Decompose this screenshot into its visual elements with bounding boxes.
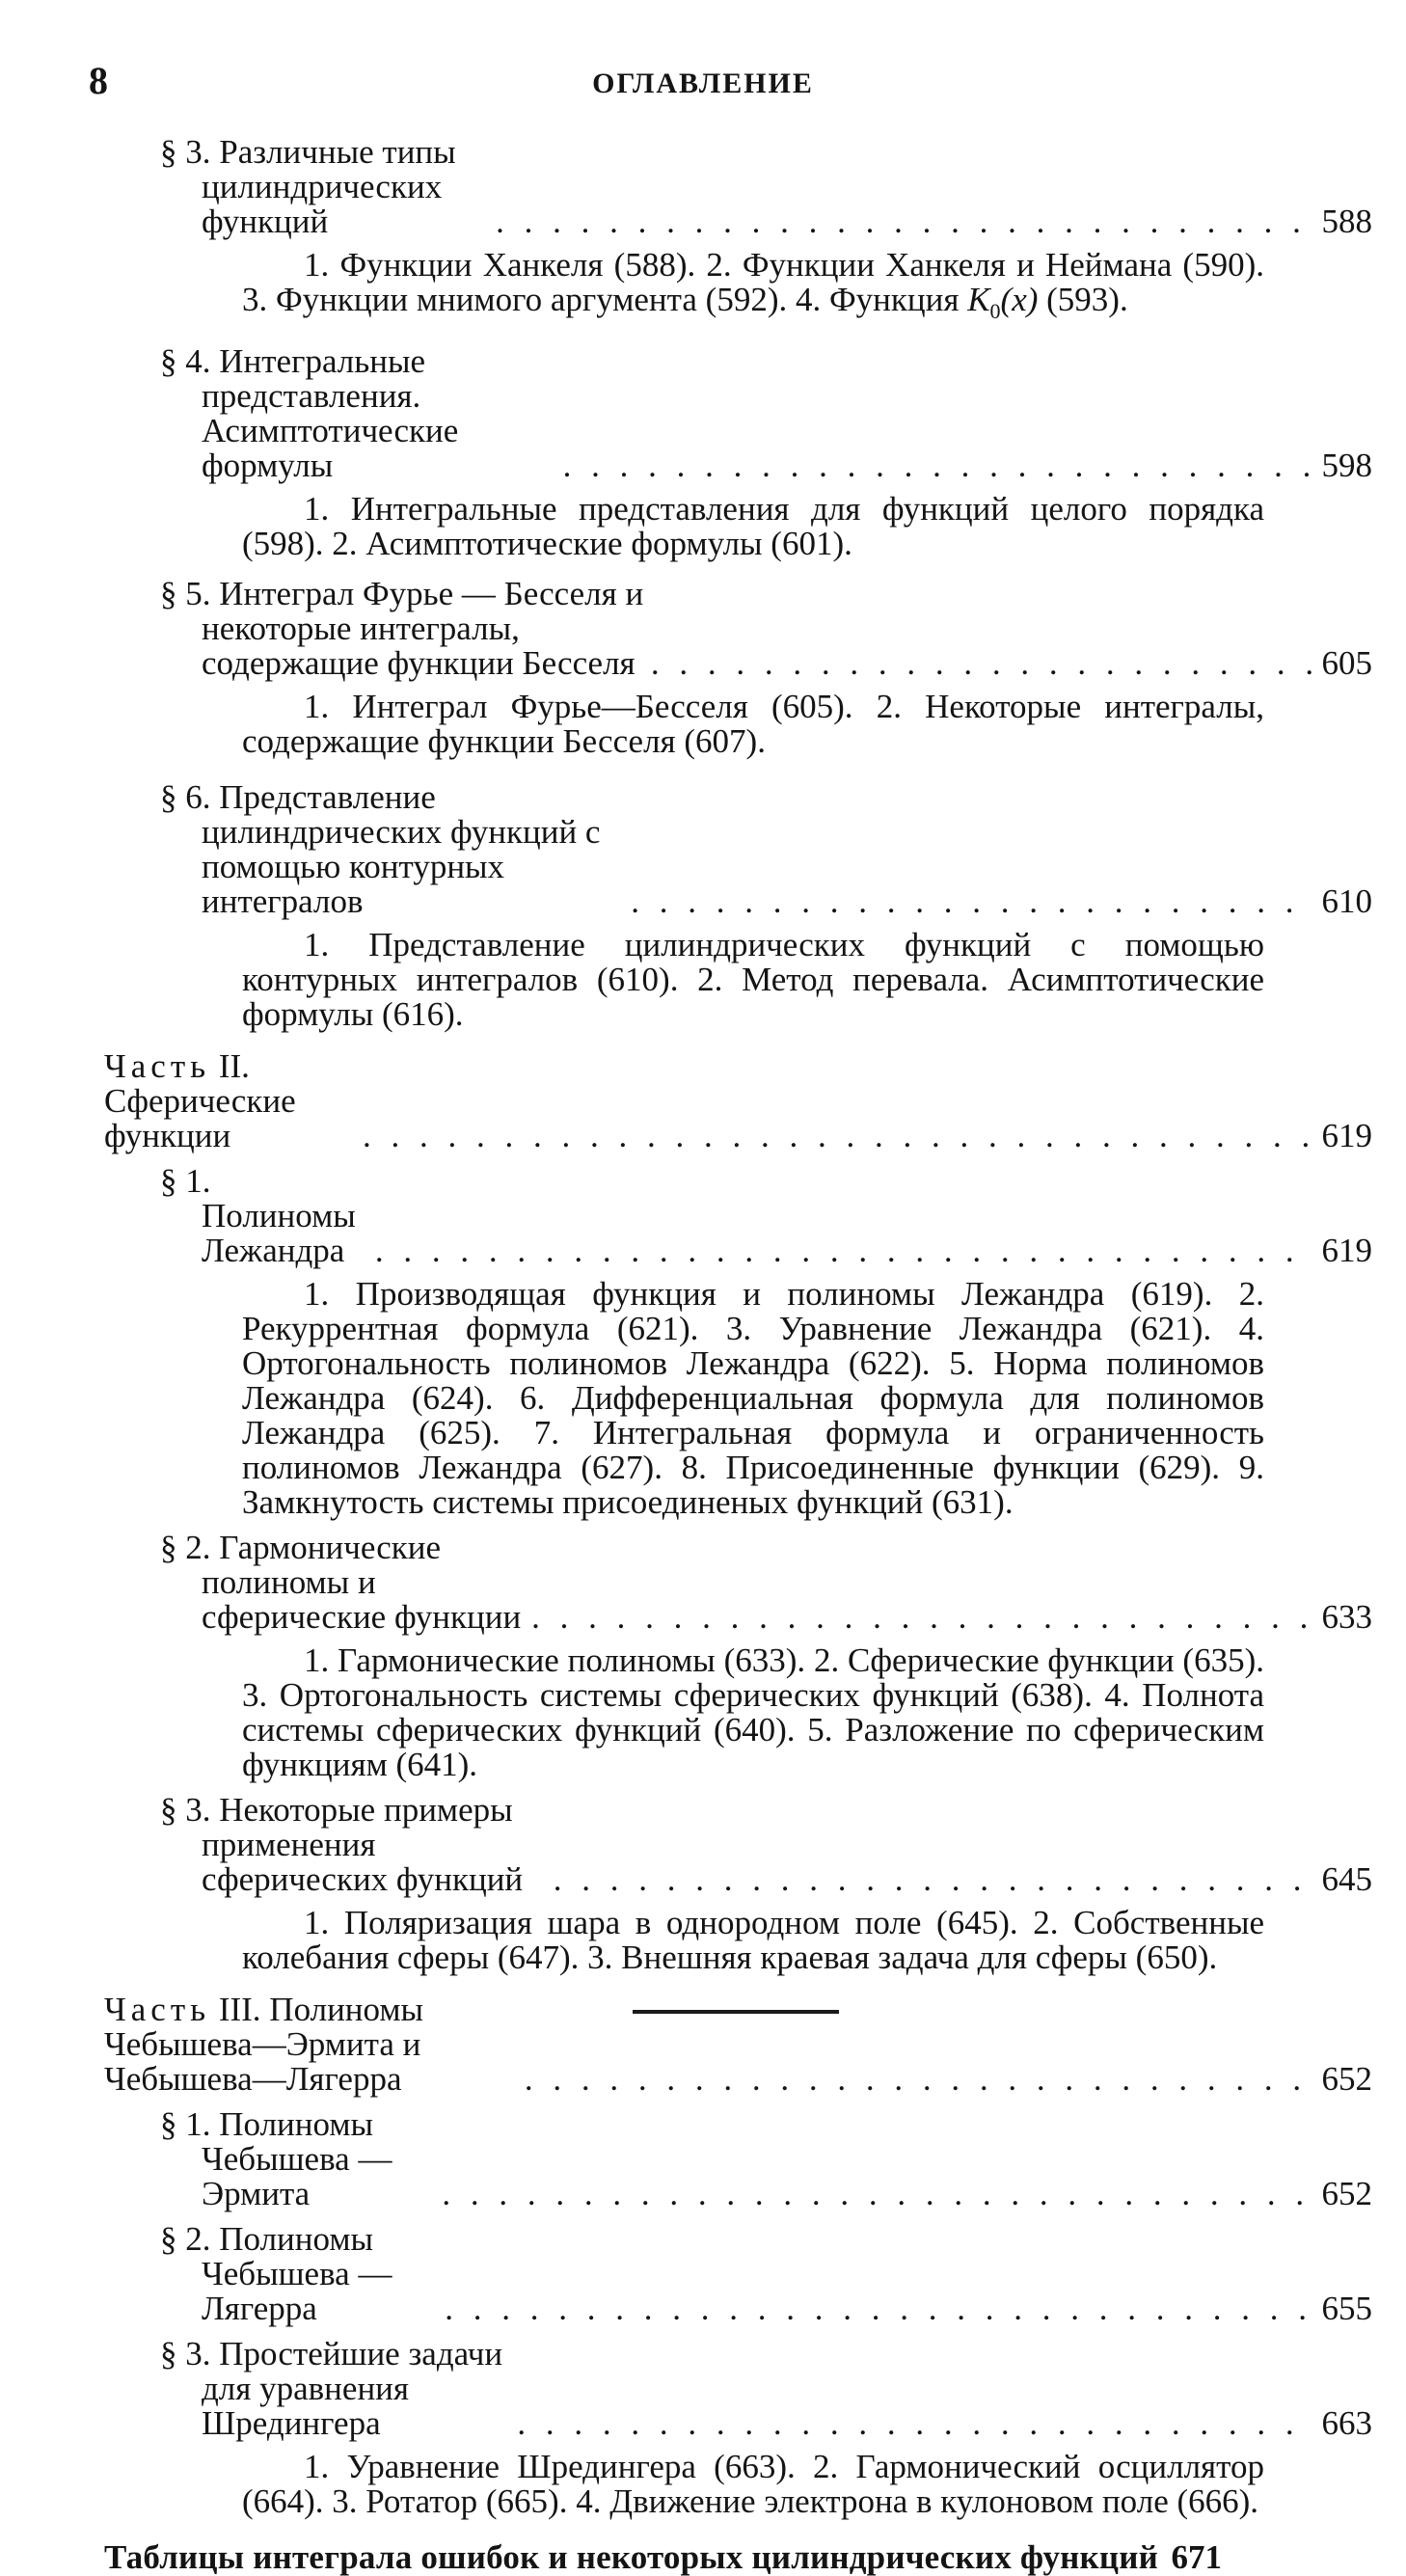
- dot-leader: [554, 1862, 1312, 1897]
- function-subscript: 0: [989, 299, 1001, 323]
- toc-entry-description: [242, 248, 1264, 329]
- toc-entry-harmonic-s2[interactable]: [104, 1531, 1372, 1635]
- part-title: III. Полиномы Чебышева—Эрмита и Чебышева—Лягерра: [104, 1991, 424, 2098]
- toc-entry-laguerre-s2[interactable]: [104, 2222, 1372, 2326]
- toc-entry-page: 610: [1321, 882, 1372, 920]
- toc-entry-page: 633: [1321, 1598, 1372, 1636]
- toc-entry-bessel-s4[interactable]: [104, 344, 1372, 483]
- toc-entry-description: 1. Уравнение Шредингера (663). 2. Гармонический осциллятор (664). 3. Ротатор (665). 4. Движение электрона в кулоновом поле (666).: [242, 2448, 1264, 2520]
- toc-entry-bessel-s3[interactable]: [104, 135, 1372, 239]
- toc-entry-page: 652: [1321, 2175, 1372, 2212]
- toc-entry-schrodinger-s3[interactable]: [104, 2337, 1372, 2441]
- toc-entry-bessel-s6[interactable]: [104, 780, 1372, 919]
- toc-entry-title: § 3. Простейшие задачи для уравнения Шредингера: [160, 2335, 503, 2442]
- toc-entry-title: § 3. Некоторые примеры применения сферических функций: [160, 1791, 524, 1898]
- toc-entry-page: 588: [1321, 203, 1372, 240]
- toc-entry-legendre-s1[interactable]: [104, 1164, 1372, 1268]
- toc-entry-part-2[interactable]: [104, 1049, 1372, 1153]
- toc-entry-title: § 1. Полиномы Лежандра: [160, 1162, 356, 1269]
- toc-entry-title: § 1. Полиномы Чебышева — Эрмита: [160, 2105, 392, 2212]
- toc-entry-description: 1. Гармонические полиномы (633). 2. Сферические функции (635). 3. Ортогональность системы сферических функций (638). 4. Полнота системы сферических функций (640). 5. Разложение по сферическим функциям (641).: [242, 1641, 1264, 1783]
- dot-leader: [563, 448, 1312, 483]
- dot-leader: [531, 1600, 1312, 1635]
- toc-entry-description: 1. Интеграл Фурье—Бесселя (605). 2. Некоторые интегралы, содержащие функции Бесселя (607).: [242, 688, 1264, 760]
- part-prefix: Часть: [104, 1991, 211, 2028]
- toc-entry-description: 1. Поляризация шара в однородном поле (645). 2. Собственные колебания сферы (647). 3. Внешняя краевая задача для сферы (650).: [242, 1904, 1264, 1976]
- toc-entry-title: § 2. Гармонические полиномы и сферические функции: [160, 1529, 522, 1636]
- toc-entry-title: [104, 1993, 519, 2097]
- part-title: II. Сферические функции: [104, 1047, 296, 1154]
- dot-leader: [496, 204, 1312, 239]
- toc-entry-title: § 2. Полиномы Чебышева — Лягерра: [160, 2220, 392, 2327]
- toc-entry-title: Таблицы интеграла ошибок и некоторых цилиндрических функций: [104, 2538, 1158, 2576]
- toc-entry-page: 605: [1321, 644, 1372, 682]
- toc-entry-page: 598: [1321, 447, 1372, 484]
- toc-entry-description: 1. Интегральные представления для функций целого порядка (598). 2. Асимптотические формулы (601).: [242, 490, 1264, 562]
- toc-entry-part-3[interactable]: [104, 1993, 1372, 2097]
- table-of-contents: [104, 135, 1372, 2575]
- toc-entry-description: 1. Производящая функция и полиномы Лежандра (619). 2. Рекуррентная формула (621). 3. Уравнение Лежандра (621). 4. Ортогональность полиномов Лежандра (622). 5. Норма полиномов Лежандра (624). 6. Дифференциальная формула для полиномов Лежандра (625). 7. Интегральная формула и ограниченность полиномов Лежандра (627). 8. Присоединенные функции (629). 9. Замкнутость системы присоединеных функций (631).: [242, 1275, 1264, 1521]
- toc-entry-page: 671: [1171, 2538, 1222, 2576]
- dot-leader: [525, 2062, 1312, 2097]
- dot-leader: [631, 884, 1312, 919]
- toc-entry-page: 619: [1321, 1232, 1372, 1269]
- toc-entry-title: [104, 1049, 357, 1153]
- toc-entry-tables[interactable]: [104, 2540, 1372, 2575]
- toc-entry-page: 619: [1321, 1117, 1372, 1154]
- toc-entry-title: § 5. Интеграл Фурье — Бесселя и некоторые интегралы, содержащие функции Бесселя: [160, 575, 644, 682]
- dot-leader: [445, 2291, 1312, 2326]
- toc-entry-page: 655: [1321, 2290, 1372, 2327]
- end-rule: [633, 2010, 839, 2014]
- toc-entry-title: § 3. Различные типы цилиндрических функций: [160, 133, 456, 240]
- function-symbol: K: [967, 281, 990, 318]
- toc-entry-description: 1. Представление цилиндрических функций с помощью контурных интегралов (610). 2. Метод перевала. Асимптотические формулы (616).: [242, 926, 1264, 1033]
- dot-leader: [517, 2406, 1312, 2441]
- dot-leader: [375, 1234, 1312, 1268]
- description-text: 1. Функции Ханкеля (588). 2. Функции Ханкеля и Неймана (590). 3. Функции мнимого аргумента (592). 4. Функция: [242, 246, 1264, 318]
- page-number: 8: [89, 59, 108, 102]
- dot-leader: [651, 646, 1312, 681]
- toc-entry-hermite-s1[interactable]: [104, 2107, 1372, 2211]
- toc-entry-bessel-s5[interactable]: [104, 577, 1372, 681]
- description-text-end: (593).: [1038, 281, 1128, 318]
- toc-entry-title: § 4. Интегральные представления. Асимптотические формулы: [160, 342, 459, 484]
- dot-leader: [363, 1119, 1312, 1153]
- toc-entry-page: 663: [1321, 2404, 1372, 2442]
- toc-entry-page: 652: [1321, 2060, 1372, 2098]
- dot-leader: [442, 2177, 1312, 2211]
- part-prefix: Часть: [104, 1047, 211, 1085]
- running-title: ОГЛАВЛЕНИЕ: [592, 68, 814, 99]
- function-argument: (x): [1000, 281, 1039, 318]
- toc-entry-spherical-s3[interactable]: [104, 1793, 1372, 1897]
- toc-entry-page: 645: [1321, 1860, 1372, 1898]
- toc-entry-title: § 6. Представление цилиндрических функций с помощью контурных интегралов: [160, 778, 601, 920]
